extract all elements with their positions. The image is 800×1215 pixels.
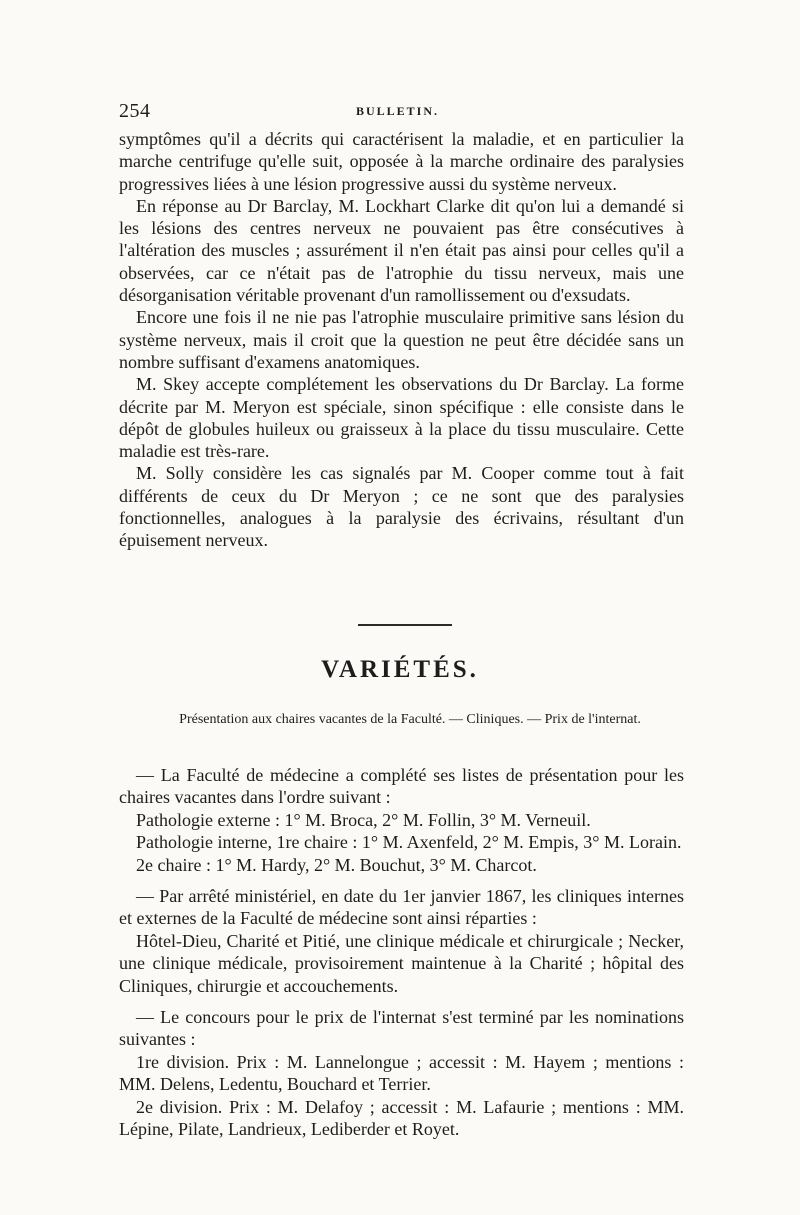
page-number: 254 (119, 100, 151, 122)
varietes-text (119, 764, 684, 1141)
paragraph: — La Faculté de médecine a complété ses listes de présentation pour les chaires vacantes dans l'ordre suivant : (119, 765, 684, 808)
paragraph: symptômes qu'il a décrits qui caractérisent la maladie, et en particulier la marche centrifuge qu'elle suit, opposée à la marche ordinaire des paralysies progressives liées à une lésion progressive aussi du système nerveux. (119, 129, 684, 194)
report-text (119, 128, 684, 552)
paragraph: Hôtel-Dieu, Charité et Pitié, une clinique médicale et chirurgicale ; Necker, une clinique médicale, provisoirement maintenue à la Charité ; hôpital des Cliniques, chirurgie et accouchements. (119, 930, 684, 996)
paragraph: 2e chaire : 1° M. Hardy, 2° M. Bouchut, 3° M. Charcot. (136, 854, 537, 875)
paragraph: Pathologie interne, 1re chaire : 1° M. Axenfeld, 2° M. Empis, 3° M. Lorain. (136, 832, 682, 853)
paragraph: M. Solly considère les cas signalés par M. Cooper comme tout à fait différents de ceux du Dr Meryon ; ce ne sont que des paralysies fonctionnelles, analogues à la paralysie des écrivains, résultant d'un épuisement nerveux. (119, 463, 684, 551)
section-subtitle: Présentation aux chaires vacantes de la Faculté. — Cliniques. — Prix de l'internat. (179, 712, 641, 727)
paragraph: 2e division. Prix : M. Delafoy ; accessit : M. Lafaurie ; mentions : MM. Lépine, Pilate, Landrieux, Lediberder et Royet. (119, 1096, 684, 1140)
running-title: BULLETIN. (356, 104, 440, 118)
paragraph: Pathologie externe : 1° M. Broca, 2° M. Follin, 3° M. Verneuil. (136, 809, 591, 830)
paragraph: — Le concours pour le prix de l'internat s'est terminé par les nominations suivantes : (119, 1007, 684, 1050)
paragraph: M. Skey accepte complétement les observations du Dr Barclay. La forme décrite par M. Meryon est spéciale, sinon spécifique : elle consiste dans le dépôt de globules huileux ou graisseux à la place du tissu musculaire. Cette maladie est très-rare. (119, 374, 684, 462)
paragraph: Encore une fois il ne nie pas l'atrophie musculaire primitive sans lésion du système nerveux, mais il croit que la question ne peut être décidée sans un nombre suffisant d'examens anatomiques. (119, 307, 684, 372)
paragraph: — Par arrêté ministériel, en date du 1er janvier 1867, les cliniques internes et externes de la Faculté de médecine sont ainsi réparties : (119, 886, 684, 929)
paragraph: 1re division. Prix : M. Lannelongue ; accessit : M. Hayem ; mentions : MM. Delens, Ledentu, Bouchard et Terrier. (119, 1051, 684, 1095)
paragraph: En réponse au Dr Barclay, M. Lockhart Clarke dit qu'on lui a demandé si les lésions des centres nerveux ne pouvaient pas être consécutives à l'altération des muscles ; assurément il n'en était pas ainsi pour celles qu'il a observées, car ce n'était pas de l'atrophie du tissu nerveux, mais une désorganisation véritable provenant d'un ramollissement ou d'exsudats. (119, 195, 684, 306)
section-title: VARIÉTÉS. (321, 656, 479, 683)
section-divider (358, 624, 452, 626)
